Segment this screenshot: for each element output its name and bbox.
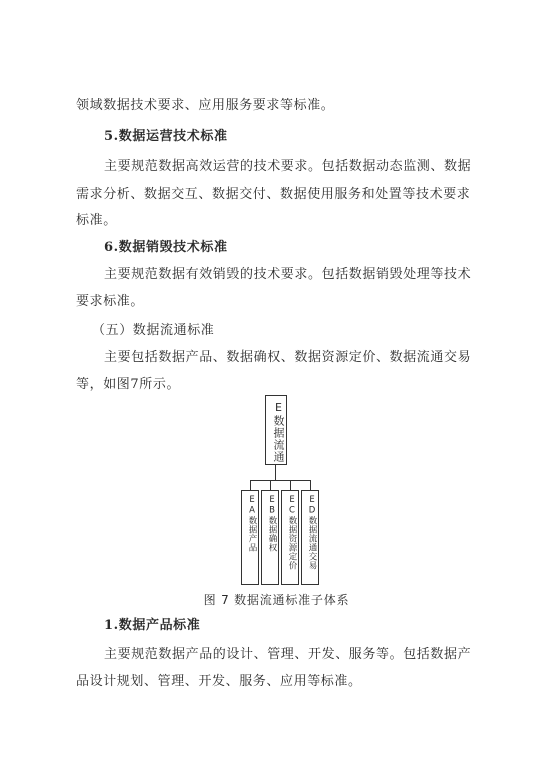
diagram-child-node xyxy=(301,490,319,585)
heading-5: 5.数据运营技术标准 xyxy=(104,129,228,144)
connector-line xyxy=(250,480,310,481)
heading-1: 1.数据产品标准 xyxy=(104,618,201,633)
connector-line xyxy=(310,480,311,490)
diagram-child-node xyxy=(281,490,299,585)
section-heading: （五）数据流通标准 xyxy=(92,323,215,338)
diagram-child-node xyxy=(241,490,259,585)
diagram-child-label: ED数据流通交易 xyxy=(307,495,317,570)
connector-line xyxy=(275,465,276,480)
diagram-child-label: EA数据产品 xyxy=(247,495,257,552)
paragraph-line: 主要包括数据产品、数据确权、数据资源定价、数据流通交易 xyxy=(104,350,472,365)
paragraph-line: 主要规范数据有效销毁的技术要求。包括数据销毁处理等技术 xyxy=(104,267,472,282)
diagram-root-label: E数据流通 xyxy=(272,401,285,463)
connector-line xyxy=(290,480,291,490)
paragraph-line: 品设计规划、管理、开发、服务、应用等标准。 xyxy=(76,674,362,689)
paragraph-line: 要求标准。 xyxy=(76,294,145,309)
connector-line xyxy=(270,480,271,490)
figure-caption: 图 7 数据流通标准子体系 xyxy=(203,593,350,607)
paragraph-line: 需求分析、数据交互、数据交付、数据使用服务和处置等技术要求 xyxy=(76,187,471,202)
diagram-child-label: EB数据确权 xyxy=(267,495,277,552)
diagram-child-node xyxy=(261,490,279,585)
paragraph-line: 标准。 xyxy=(76,213,117,228)
paragraph-line: 等，如图7所示。 xyxy=(76,377,181,392)
paragraph-line: 主要规范数据产品的设计、管理、开发、服务等。包括数据产 xyxy=(104,647,472,662)
heading-6: 6.数据销毁技术标准 xyxy=(104,240,228,255)
diagram-child-label: EC数据资源定价 xyxy=(287,495,297,570)
paragraph-line: 主要规范数据高效运营的技术要求。包括数据动态监测、数据 xyxy=(104,159,472,174)
diagram-root-node xyxy=(265,395,287,465)
paragraph-line: 领域数据技术要求、应用服务要求等标准。 xyxy=(76,98,335,113)
connector-line xyxy=(250,480,251,490)
